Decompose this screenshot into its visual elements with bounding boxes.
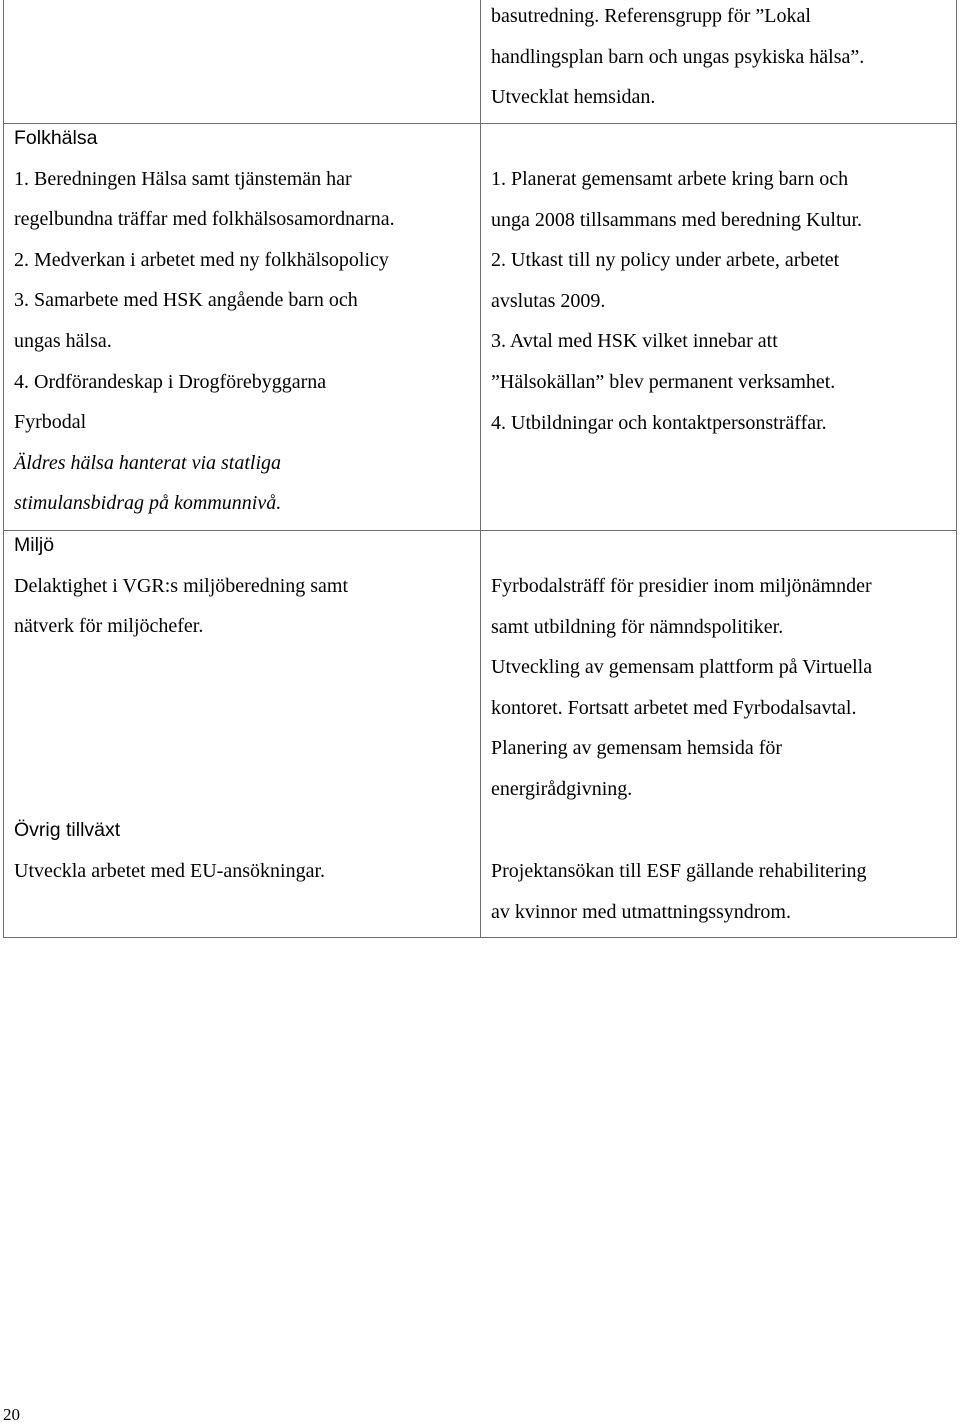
text-line: Utveckling av gemensam plattform på Virtuella: [491, 656, 873, 679]
text-line: 3. Avtal med HSK vilket innebar att: [491, 330, 778, 353]
page-number: 20: [3, 1405, 20, 1424]
text-line: av kvinnor med utmattningssyndrom.: [491, 900, 791, 923]
text-line: 1. Planerat gemensamt arbete kring barn och: [491, 168, 849, 190]
text-line: basutredning. Referensgrupp för ”Lokal: [491, 5, 811, 27]
text-line: samt utbildning för nämndspolitiker.: [491, 615, 784, 638]
section-heading-ovrig-tillvaxt: Övrig tillväxt: [14, 819, 121, 841]
text-line: kontoret. Fortsatt arbetet med Fyrbodalsavtal.: [491, 696, 857, 719]
text-line: ungas hälsa.: [14, 329, 112, 352]
section-heading-folkhalsa: Folkhälsa: [14, 127, 98, 149]
text-line: 1. Beredningen Hälsa samt tjänstemän har: [14, 167, 352, 190]
text-line: regelbundna träffar med folkhälsosamordnarna.: [14, 208, 395, 231]
text-line: handlingsplan barn och ungas psykiska hälsa”.: [491, 45, 865, 68]
miljo-right-cell: [491, 566, 872, 810]
content-table: [3, 0, 957, 938]
text-line: nätverk för miljöchefer.: [14, 615, 204, 638]
text-line: Utvecklat hemsidan.: [491, 86, 656, 109]
text-line: Planering av gemensam hemsida för: [491, 737, 783, 760]
text-line: 2. Utkast till ny policy under arbete, arbetet: [491, 249, 840, 272]
text-line: 4. Ordförandeskap i Drogförebyggarna: [14, 370, 327, 393]
text-line: avslutas 2009.: [491, 289, 606, 312]
text-line: Fyrbodalsträff för presidier inom miljönämnder: [491, 575, 872, 597]
italic-text-line: Äldres hälsa hanterat via statliga: [14, 451, 282, 474]
text-line: 3. Samarbete med HSK angående barn och: [14, 289, 358, 312]
folkhalsa-right-cell: [491, 159, 862, 443]
table-border-left: [3, 0, 4, 938]
italic-text-line: stimulansbidrag på kommunnivå.: [14, 492, 282, 515]
text-line: Fyrbodal: [14, 411, 87, 434]
text-line: energirådgivning.: [491, 777, 633, 800]
text-line: Projektansökan till ESF gällande rehabilitering: [491, 860, 867, 882]
text-line: Utveckla arbetet med EU-ansökningar.: [14, 859, 325, 882]
text-line: Delaktighet i VGR:s miljöberedning samt: [14, 574, 349, 597]
table-border-bottom: [3, 937, 957, 938]
section-heading-miljo: Miljö: [14, 534, 55, 556]
row0-right-cell: [491, 0, 864, 118]
miljo-left-cell: [14, 525, 348, 647]
ovrig-left-cell: [14, 810, 325, 891]
text-line: 4. Utbildningar och kontaktpersonsträffar.: [491, 411, 827, 434]
table-border-right: [956, 0, 957, 938]
table-column-divider: [480, 0, 481, 938]
ovrig-right-cell: [491, 851, 866, 932]
text-line: ”Hälsokällan” blev permanent verksamhet.: [491, 370, 836, 393]
folkhalsa-left-cell: [14, 118, 395, 524]
text-line: 2. Medverkan i arbetet med ny folkhälsopolicy: [14, 248, 389, 271]
text-line: unga 2008 tillsammans med beredning Kultur.: [491, 208, 863, 231]
